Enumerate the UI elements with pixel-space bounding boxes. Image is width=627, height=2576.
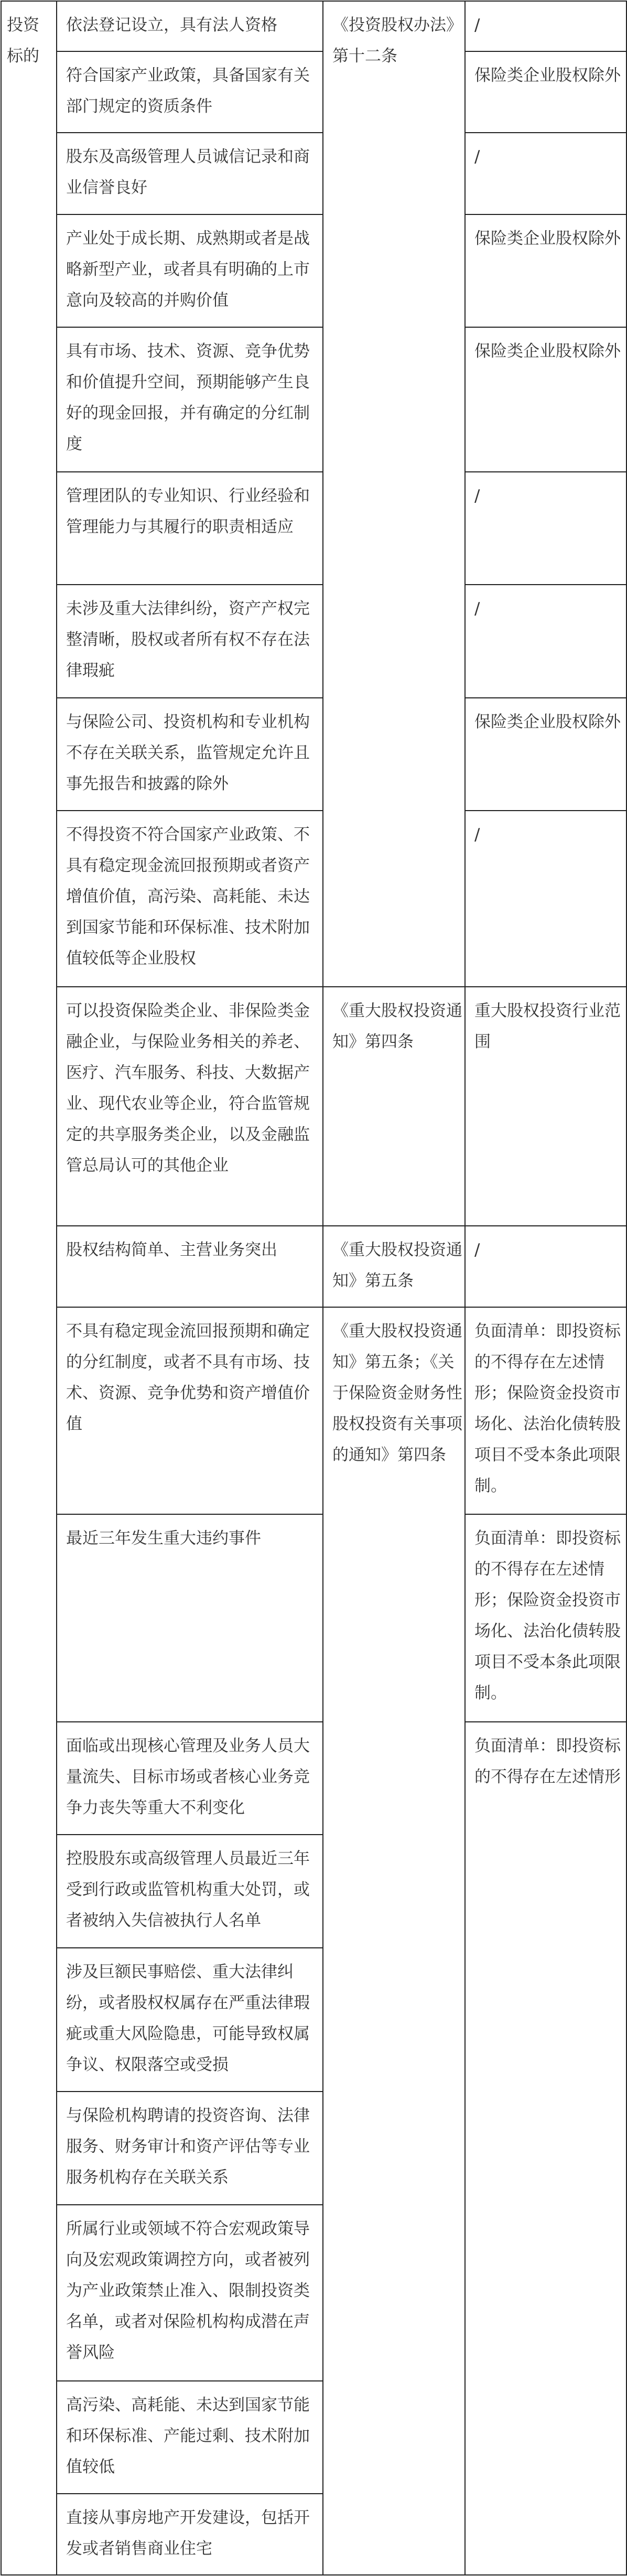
criterion-cell: 可以投资保险类企业、非保险类金融企业，与保险业务相关的养老、医疗、汽车服务、科技、大数据产业、现代农业等企业，符合监管规定的共享服务类企业，以及金融监管总局认可的其他企业 (57, 987, 323, 1226)
table-row (1, 1307, 626, 1514)
criterion-cell: 依法登记设立，具有法人资格 (57, 1, 323, 51)
source-cell: 《重大股权投资通知》第四条 (323, 987, 465, 1226)
table-row (1, 1722, 626, 1835)
criterion-cell: 产业处于成长期、成熟期或者是战略新型产业，或者具有明确的上市意向及较高的并购价值 (57, 214, 323, 327)
criterion-cell: 涉及巨额民事赔偿、重大法律纠纷，或者股权权属存在严重法律瑕疵或重大风险隐患，可能导致权属争议、权限落空或受损 (57, 1948, 323, 2092)
table-row (1, 811, 626, 987)
note-cell: 负面清单：即投资标的不得存在左述情形；保险资金投资市场化、法治化债转股项目不受本条此项限制。 (465, 1307, 626, 1514)
category-cell: 投资标的 (1, 1, 57, 2575)
criterion-cell: 最近三年发生重大违约事件 (57, 1514, 323, 1722)
note-cell: 重大股权投资行业范围 (465, 987, 626, 1226)
table-row (1, 214, 626, 327)
table-row (1, 472, 626, 585)
table-row (1, 327, 626, 472)
criterion-cell: 控股股东或高级管理人员最近三年受到行政或监管机构重大处罚，或者被纳入失信被执行人名单 (57, 1835, 323, 1948)
note-cell: / (465, 585, 626, 698)
note-cell: 保险类企业股权除外 (465, 327, 626, 472)
table-body (1, 1, 626, 2575)
note-cell: / (465, 1226, 626, 1307)
note-cell: 保险类企业股权除外 (465, 214, 626, 327)
criterion-cell: 所属行业或领域不符合宏观政策导向及宏观政策调控方向，或者被列为产业政策禁止准入、限制投资类名单，或者对保险机构构成潜在声誉风险 (57, 2205, 323, 2381)
note-cell: 负面清单：即投资标的不得存在左述情形 (465, 1722, 626, 2575)
criterion-cell: 管理团队的专业知识、行业经验和管理能力与其履行的职责相适应 (57, 472, 323, 585)
criterion-cell: 未涉及重大法律纠纷，资产产权完整清晰，股权或者所有权不存在法律瑕疵 (57, 585, 323, 698)
table-row (1, 1, 626, 51)
table-row (1, 698, 626, 811)
note-cell: / (465, 1, 626, 51)
criterion-cell: 不具有稳定现金流回报预期和确定的分红制度，或者不具有市场、技术、资源、竞争优势和资产增值价值 (57, 1307, 323, 1514)
note-cell: 负面清单：即投资标的不得存在左述情形；保险资金投资市场化、法治化债转股项目不受本条此项限制。 (465, 1514, 626, 1722)
criterion-cell: 直接从事房地产开发建设，包括开发或者销售商业住宅 (57, 2494, 323, 2575)
criterion-cell: 股东及高级管理人员诚信记录和商业信誉良好 (57, 133, 323, 214)
criterion-cell: 面临或出现核心管理及业务人员大量流失、目标市场或者核心业务竞争力丧失等重大不利变化 (57, 1722, 323, 1835)
source-cell: 《投资股权办法》第十二条 (323, 1, 465, 987)
table-row (1, 585, 626, 698)
note-cell: 保险类企业股权除外 (465, 51, 626, 133)
table-row (1, 1226, 626, 1307)
criterion-cell: 符合国家产业政策，具备国家有关部门规定的资质条件 (57, 51, 323, 133)
note-cell: / (465, 133, 626, 214)
source-cell: 《重大股权投资通知》第五条；《关于保险资金财务性股权投资有关事项的通知》第四条 (323, 1307, 465, 2575)
criterion-cell: 与保险公司、投资机构和专业机构不存在关联关系，监管规定允许且事先报告和披露的除外 (57, 698, 323, 811)
investment-criteria-table (1, 1, 627, 2575)
note-cell: 保险类企业股权除外 (465, 698, 626, 811)
criterion-cell: 股权结构简单、主营业务突出 (57, 1226, 323, 1307)
criterion-cell: 与保险机构聘请的投资咨询、法律服务、财务审计和资产评估等专业服务机构存在关联关系 (57, 2092, 323, 2205)
table-row (1, 1514, 626, 1722)
criterion-cell: 具有市场、技术、资源、竞争优势和价值提升空间，预期能够产生良好的现金回报，并有确定的分红制度 (57, 327, 323, 472)
note-cell: / (465, 472, 626, 585)
table-row (1, 133, 626, 214)
source-cell: 《重大股权投资通知》第五条 (323, 1226, 465, 1307)
criterion-cell: 高污染、高耗能、未达到国家节能和环保标准、产能过剩、技术附加值较低 (57, 2381, 323, 2494)
criterion-cell: 不得投资不符合国家产业政策、不具有稳定现金流回报预期或者资产增值价值，高污染、高耗能、未达到国家节能和环保标准、技术附加值较低等企业股权 (57, 811, 323, 987)
table-row (1, 51, 626, 133)
table-row (1, 987, 626, 1226)
note-cell: / (465, 811, 626, 987)
